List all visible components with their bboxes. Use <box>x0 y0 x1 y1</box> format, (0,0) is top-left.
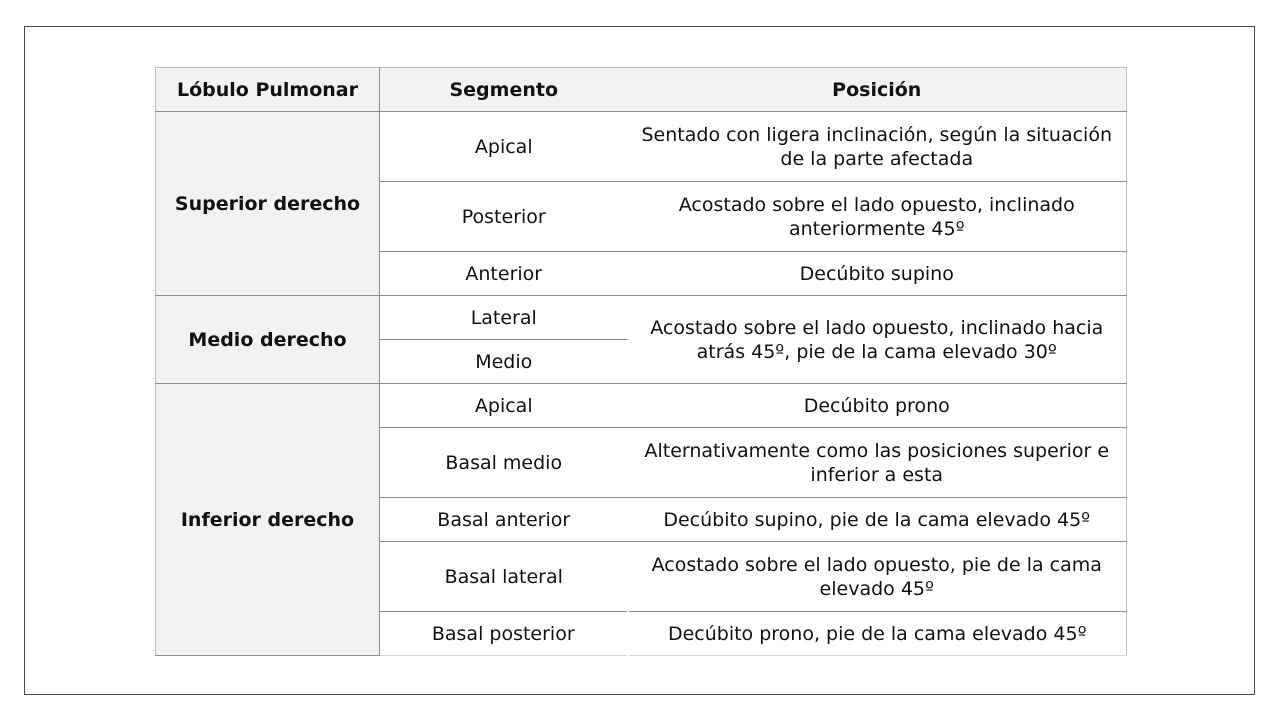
segment-cell: Apical <box>380 112 628 182</box>
lobe-medio-derecho: Medio derecho <box>156 296 380 384</box>
position-cell: Sentado con ligera inclinación, según la situación de la parte afectada <box>628 112 1127 182</box>
segment-cell: Medio <box>380 340 628 384</box>
segment-cell: Basal medio <box>380 428 628 498</box>
position-cell: Decúbito supino <box>628 252 1127 296</box>
lobe-superior-derecho: Superior derecho <box>156 112 380 296</box>
table-row <box>156 384 1127 428</box>
position-cell: Acostado sobre el lado opuesto, inclinado hacia atrás 45º, pie de la cama elevado 30º <box>628 296 1127 384</box>
segment-cell: Basal anterior <box>380 498 628 542</box>
header-segment: Segmento <box>380 68 628 112</box>
table-header-row <box>156 68 1127 112</box>
lung-segment-position-table <box>155 67 1127 656</box>
position-cell: Decúbito prono, pie de la cama elevado 45º <box>628 612 1127 656</box>
segment-cell: Lateral <box>380 296 628 340</box>
position-cell: Acostado sobre el lado opuesto, pie de la cama elevado 45º <box>628 542 1127 612</box>
position-cell: Acostado sobre el lado opuesto, inclinado anteriormente 45º <box>628 182 1127 252</box>
header-position: Posición <box>628 68 1127 112</box>
segment-cell: Posterior <box>380 182 628 252</box>
segment-cell: Basal lateral <box>380 542 628 612</box>
segment-cell: Anterior <box>380 252 628 296</box>
table-row <box>156 296 1127 340</box>
table-row <box>156 112 1127 182</box>
lobe-inferior-derecho: Inferior derecho <box>156 384 380 656</box>
position-cell: Alternativamente como las posiciones superior e inferior a esta <box>628 428 1127 498</box>
segment-cell: Basal posterior <box>380 612 628 656</box>
position-cell: Decúbito prono <box>628 384 1127 428</box>
segment-cell: Apical <box>380 384 628 428</box>
header-lobe: Lóbulo Pulmonar <box>156 68 380 112</box>
position-cell: Decúbito supino, pie de la cama elevado 45º <box>628 498 1127 542</box>
